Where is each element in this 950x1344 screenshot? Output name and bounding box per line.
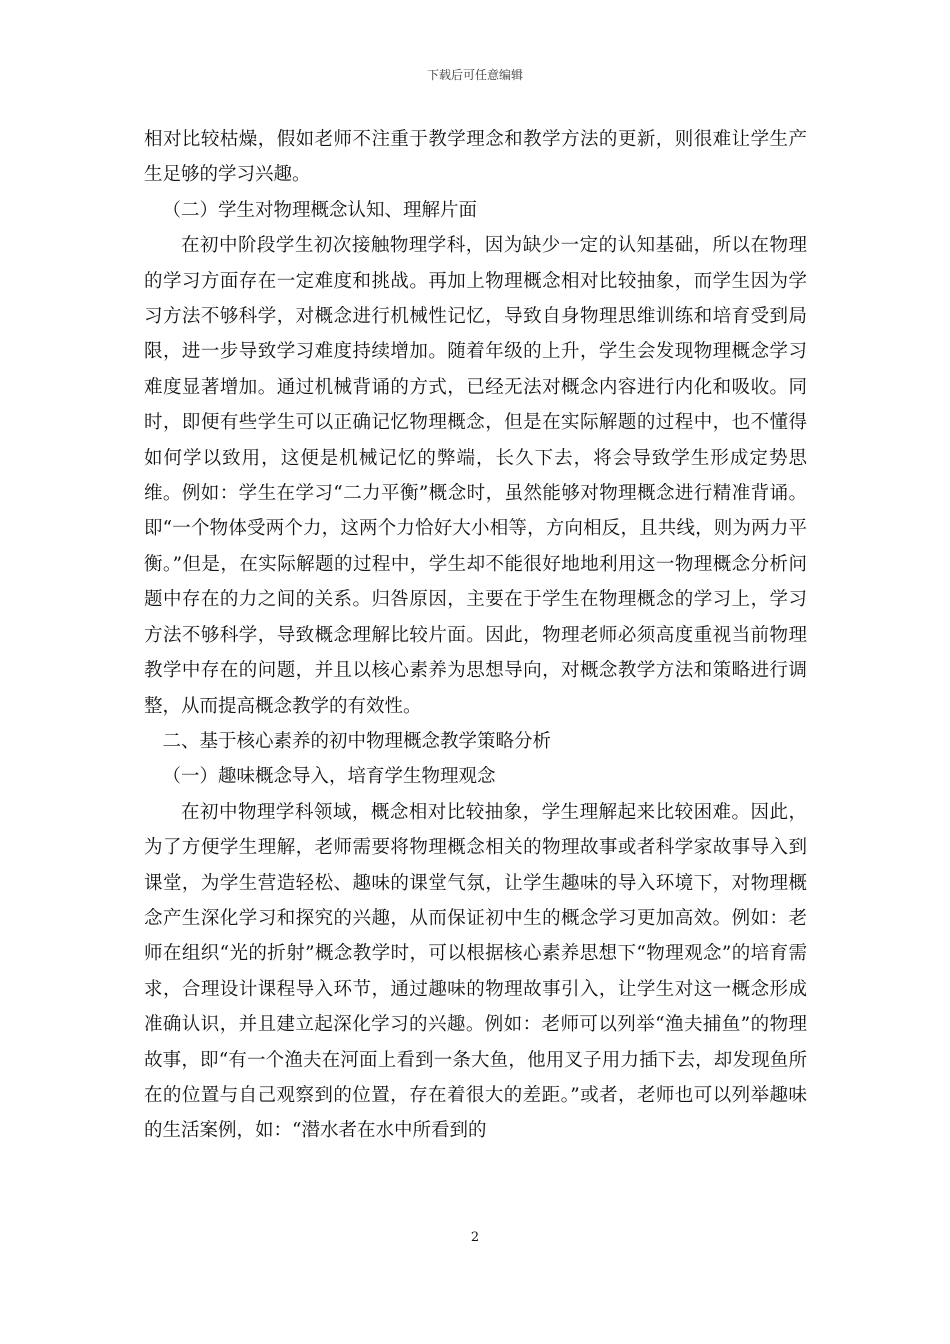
section-heading: （二）学生对物理概念认知、理解片面	[162, 199, 478, 221]
paragraph-continuation: 相对比较枯燥，假如老师不注重于教学理念和教学方法的更新，则很难让学生产生足够的学习兴趣。	[144, 129, 807, 186]
page-number: 2	[470, 1230, 480, 1245]
body-text	[144, 122, 807, 1149]
paragraph: 在初中物理学科领域，概念相对比较抽象，学生理解起来比较困难。因此，为了方便学生理解，老师需要将物理概念相关的物理故事或者科学家故事导入到课堂，为学生营造轻松、趣味的课堂气氛，让学生趣味的导入环境下，对物理概念产生深化学习和探究的兴趣，从而保证初中生的概念学习更加高效。例如：老师在组织“光的折射”概念教学时，可以根据核心素养思想下“物理观念”的培育需求，合理设计课程导入环节，通过趣味的物理故事引入，让学生对这一概念形成准确认识，并且建立起深化学习的兴趣。例如：老师可以列举“渔夫捕鱼”的物理故事，即“有一个渔夫在河面上看到一条大鱼，他用叉子用力插下去，却发现鱼所在的位置与自己观察到的位置，存在着很大的差距。”或者，老师也可以列举趣味的生活案例，如：“潜水者在水中所看到的	[144, 801, 807, 1142]
section-heading: 二、基于核心素养的初中物理概念教学策略分析	[162, 730, 552, 752]
subsection-heading: （一）趣味概念导入，培育学生物理观念	[162, 766, 496, 788]
paragraph: 在初中阶段学生初次接触物理学科，因为缺少一定的认知基础，所以在物理的学习方面存在一定难度和挑战。再加上物理概念相对比较抽象，而学生因为学习方法不够科学，对概念进行机械性记忆，导致自身物理思维训练和培育受到局限，进一步导致学习难度持续增加。随着年级的上升，学生会发现物理概念学习难度显著增加。通过机械背诵的方式，已经无法对概念内容进行内化和吸收。同时，即便有些学生可以正确记忆物理概念，但是在实际解题的过程中，也不懂得如何学以致用，这便是机械记忆的弊端，长久下去，将会导致学生形成定势思维。例如：学生在学习“二力平衡”概念时，虽然能够对物理概念进行精准背诵。即“一个物体受两个力，这两个力恰好大小相等，方向相反，且共线，则为两力平衡。”但是，在实际解题的过程中，学生却不能很好地地利用这一物理概念分析问题中存在的力之间的关系。归咎原因，主要在于学生在物理概念的学习上，学习方法不够科学，导致概念理解比较片面。因此，物理老师必须高度重视当前物理教学中存在的问题，并且以核心素养为思想导向，对概念教学方法和策略进行调整，从而提高概念教学的有效性。	[144, 235, 807, 717]
page-header: 下载后可任意编辑	[426, 68, 523, 82]
